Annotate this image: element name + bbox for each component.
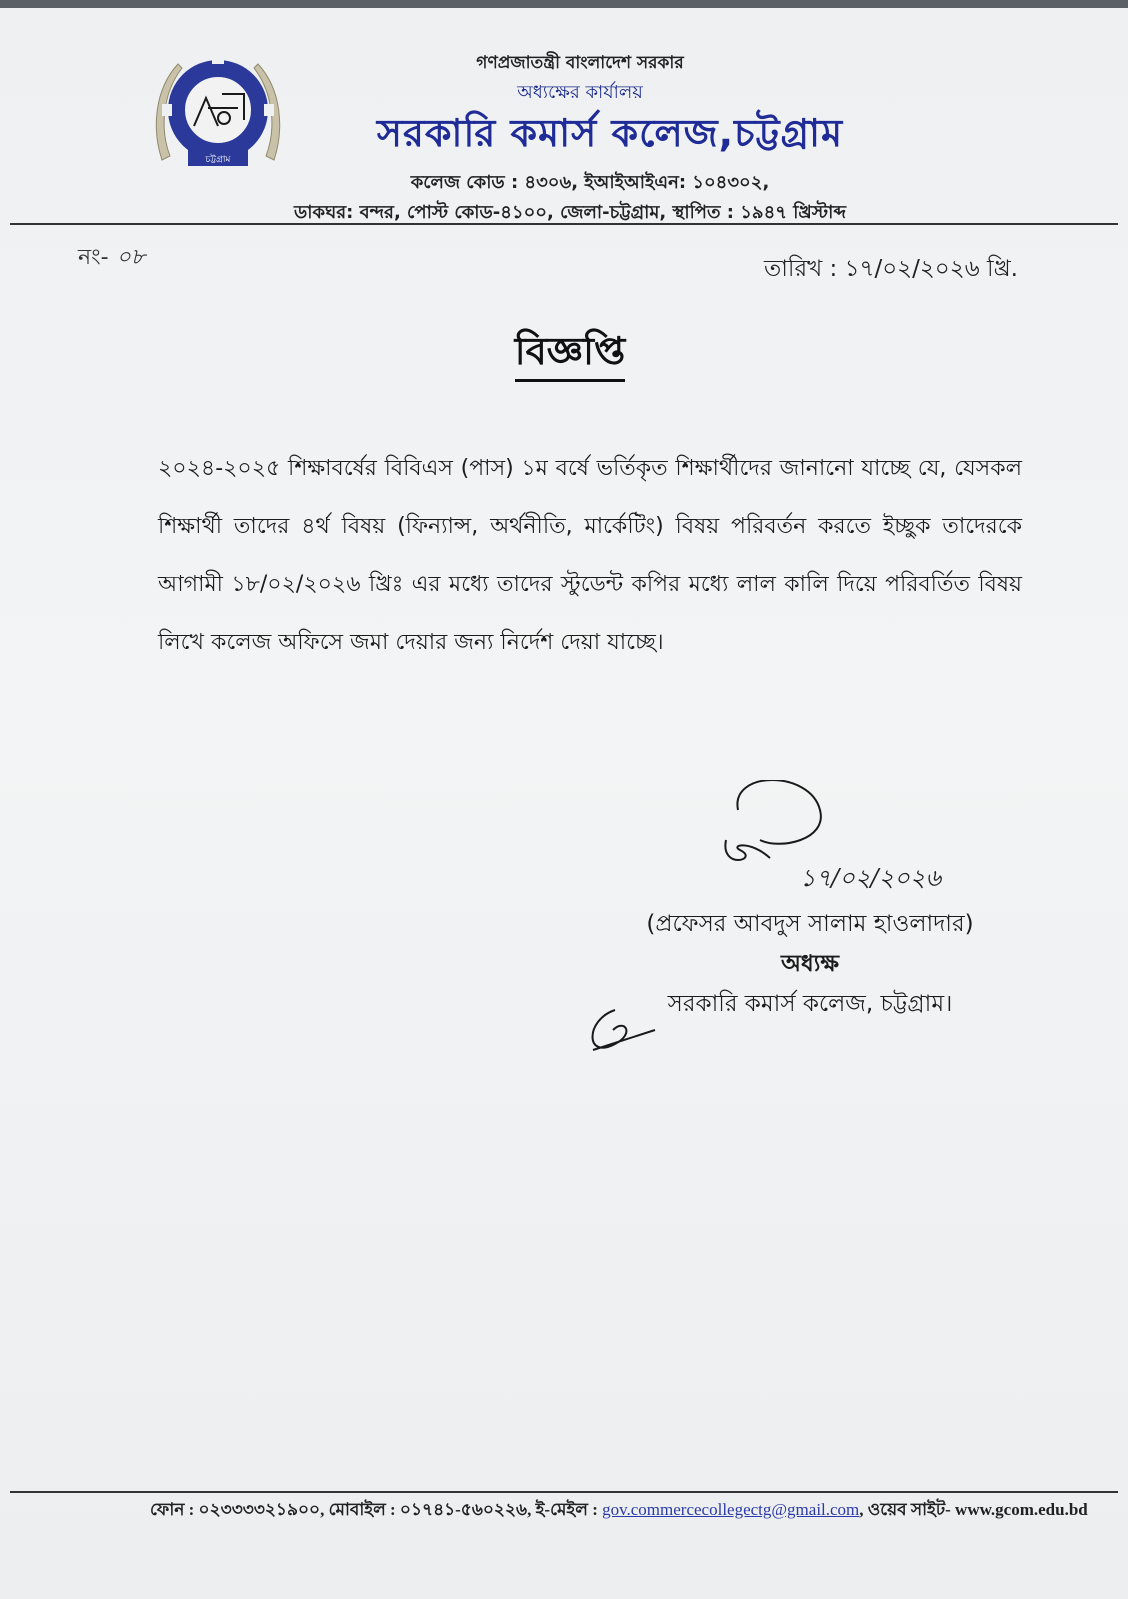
notice-title-text: বিজ্ঞপ্তি — [515, 329, 626, 382]
memo-number — [78, 240, 145, 277]
signatory-institution: সরকারি কমার্স কলেজ, চট্টগ্রাম। — [667, 991, 953, 1017]
college-address: ডাকঘর: বন্দর, পোস্ট কোড-৪১০০, জেলা-চট্টগ্রাম, স্থাপিত : ১৯৪৭ খ্রিস্টাব্দ — [294, 202, 846, 223]
college-logo-icon — [148, 50, 288, 174]
signature-date: ১৭/০২/২০২৬ — [800, 864, 941, 892]
header-divider — [10, 223, 1118, 225]
footer-contact-text: ফোন : ০২৩৩৩৩২১৯০০, মোবাইল : ০১৭৪১-৫৬০২২৬, ই-মেইল : — [150, 1500, 603, 1519]
logo-caption: চট্টগ্রাম — [205, 155, 231, 165]
signatory-designation: অধ্যক্ষ — [780, 951, 840, 977]
notice-title — [420, 322, 720, 386]
initial-mark-icon — [585, 1000, 675, 1060]
signatory-name: (প্রফেসর আবদুস সালাম হাওলাদার) — [646, 911, 974, 937]
top-edge — [0, 0, 1128, 8]
college-title: সরকারি কমার্স কলেজ,চট্টগ্রাম — [376, 111, 844, 155]
college-codes: কলেজ কোড : ৪৩০৬, ইআইআইএন: ১০৪৩০২, — [410, 172, 770, 193]
memo-label: নং- — [78, 245, 109, 270]
footer-email-link[interactable]: gov.commercecollegectg@gmail.com — [602, 1500, 860, 1519]
footer-divider — [10, 1491, 1118, 1493]
memo-value: ০৮ — [116, 245, 146, 270]
government-name: গণপ্রজাতন্ত্রী বাংলাদেশ সরকার — [476, 53, 684, 73]
footer-contact — [150, 1497, 1088, 1525]
office-name: অধ্যক্ষের কার্যালয় — [517, 82, 643, 103]
notice-body: ২০২৪-২০২৫ শিক্ষাবর্ষের বিবিএস (পাস) ১ম বর্ষে ভর্তিকৃত শিক্ষার্থীদের জানানো যাচ্ছে যে, যেসকল শিক্ষার্থী তাদের ৪র্থ বিষয় (ফিন্যান্স, অর্থনীতি, মার্কেটিং) বিষয় পরিবর্তন করতে ইচ্ছুক তাদেরকে আগামী ১৮/০২/২০২৬ খ্রিঃ এর মধ্যে তাদের স্টুডেন্ট কপির মধ্যে লাল কালি দিয়ে পরিবর্তিত বিষয় লিখে কলেজ অফিসে জমা দেয়ার জন্য নির্দেশ দেয়া যাচ্ছে। — [158, 456, 1022, 655]
footer-website: , ওয়েব সাইট- www.gcom.edu.bd — [859, 1500, 1088, 1519]
notice-date: তারিখ : ১৭/০২/২০২৬ খ্রি. — [763, 256, 1018, 282]
